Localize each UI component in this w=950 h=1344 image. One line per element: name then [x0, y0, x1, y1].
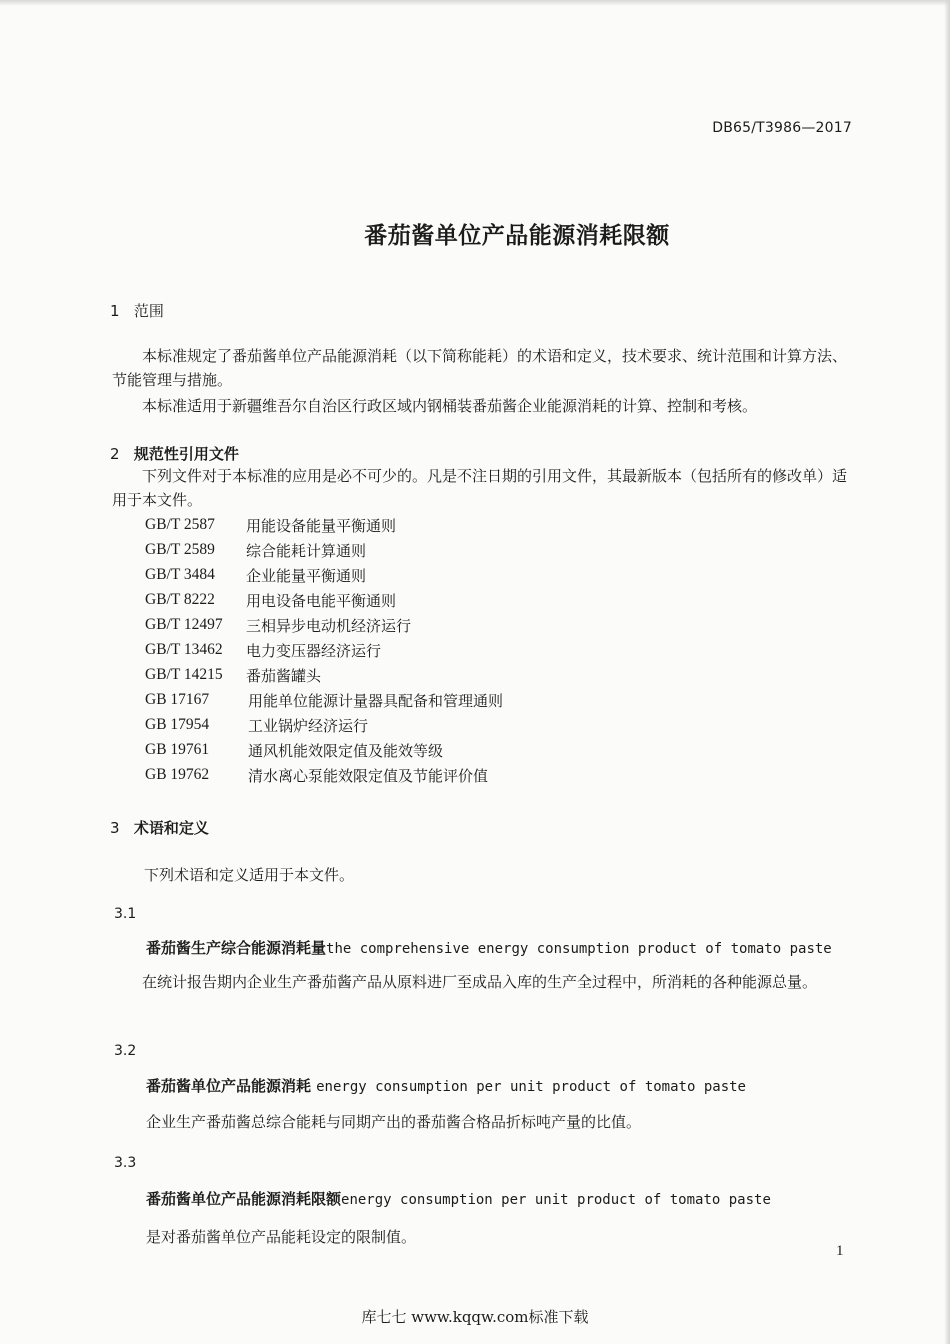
term-definition: 企业生产番茄酱总综合能耗与同期产出的番茄酱合格品折标吨产量的比值。: [146, 1113, 642, 1131]
reference-code: GB 19761: [145, 741, 210, 758]
reference-code: GB/T 13462: [145, 641, 223, 658]
clause-number: 3.3: [114, 1155, 137, 1171]
term-english: energy consumption per unit product of tomato paste: [341, 1192, 771, 1208]
clause-number: 3.1: [114, 906, 137, 922]
term-definition: 是对番茄酱单位产品能耗设定的限制值。: [146, 1228, 417, 1246]
reference-code: GB 17167: [145, 691, 210, 708]
term-chinese: 番茄酱生产综合能源消耗量: [146, 939, 327, 957]
paragraph: 本标准规定了番茄酱单位产品能源消耗（以下简称能耗）的术语和定义，技术要求、统计范围和计算方法、节能管理与措施。: [112, 347, 848, 389]
reference-title: 企业能量平衡通则: [246, 567, 367, 585]
section-3-heading: [110, 817, 209, 838]
reference-title: 番茄酱罐头: [246, 667, 322, 685]
section-2-heading: [110, 443, 239, 464]
section-title: 范围: [133, 302, 164, 320]
section-title: 规范性引用文件: [133, 445, 239, 463]
term-definition: 在统计报告期内企业生产番茄酱产品从原料进厂至成品入库的生产全过程中，所消耗的各种能源总量。: [142, 973, 818, 991]
standard-code: DB65/T3986—2017: [712, 120, 852, 136]
term-english: energy consumption per unit product of tomato paste: [316, 1079, 746, 1095]
section-1-heading: [110, 300, 164, 321]
section-number: 1: [110, 302, 120, 320]
reference-code: GB/T 8222: [145, 591, 215, 608]
reference-title: 清水离心泵能效限定值及节能评价值: [248, 767, 489, 785]
section-number: 2: [110, 445, 120, 463]
reference-title: 用能设备能量平衡通则: [246, 517, 397, 535]
clause-number: 3.2: [114, 1043, 137, 1059]
term-heading: [146, 1188, 771, 1209]
reference-title: 综合能耗计算通则: [246, 542, 367, 560]
paragraph: 下列文件对于本标准的应用是必不可少的。凡是不注日期的引用文件，其最新版本（包括所有的修改单）适用于本文件。: [112, 467, 848, 509]
reference-title: 电力变压器经济运行: [246, 642, 382, 660]
term-chinese: 番茄酱单位产品能源消耗限额: [146, 1190, 342, 1208]
reference-title: 工业锅炉经济运行: [248, 717, 369, 735]
reference-title: 三相异步电动机经济运行: [246, 617, 412, 635]
reference-code: GB 17954: [145, 716, 210, 733]
paragraph: 下列术语和定义适用于本文件。: [144, 866, 355, 884]
section-number: 3: [110, 819, 120, 837]
scan-top-edge: [0, 0, 950, 6]
reference-code: GB/T 12497: [145, 616, 223, 633]
term-english: the comprehensive energy consumption product of tomato paste: [326, 941, 832, 957]
reference-code: GB/T 2589: [145, 541, 215, 558]
reference-title: 用电设备电能平衡通则: [246, 592, 397, 610]
reference-code: GB/T 14215: [145, 666, 223, 683]
reference-code: GB/T 2587: [145, 516, 215, 533]
reference-title: 用能单位能源计量器具配备和管理通则: [248, 692, 504, 710]
term-chinese: 番茄酱单位产品能源消耗: [146, 1077, 312, 1095]
term-heading: [146, 937, 832, 958]
term-heading: [146, 1075, 746, 1096]
reference-code: GB 19762: [145, 766, 210, 783]
scan-right-edge: [944, 0, 950, 1344]
footer-watermark: 库七七 www.kqqw.com标准下载: [361, 1308, 589, 1326]
paragraph: 本标准适用于新疆维吾尔自治区行政区域内钢桶装番茄酱企业能源消耗的计算、控制和考核。: [142, 397, 758, 415]
section-title: 术语和定义: [133, 819, 209, 837]
page-number: 1: [836, 1243, 844, 1259]
document-title: 番茄酱单位产品能源消耗限额: [364, 223, 670, 249]
reference-code: GB/T 3484: [145, 566, 215, 583]
reference-title: 通风机能效限定值及能效等级: [248, 742, 444, 760]
